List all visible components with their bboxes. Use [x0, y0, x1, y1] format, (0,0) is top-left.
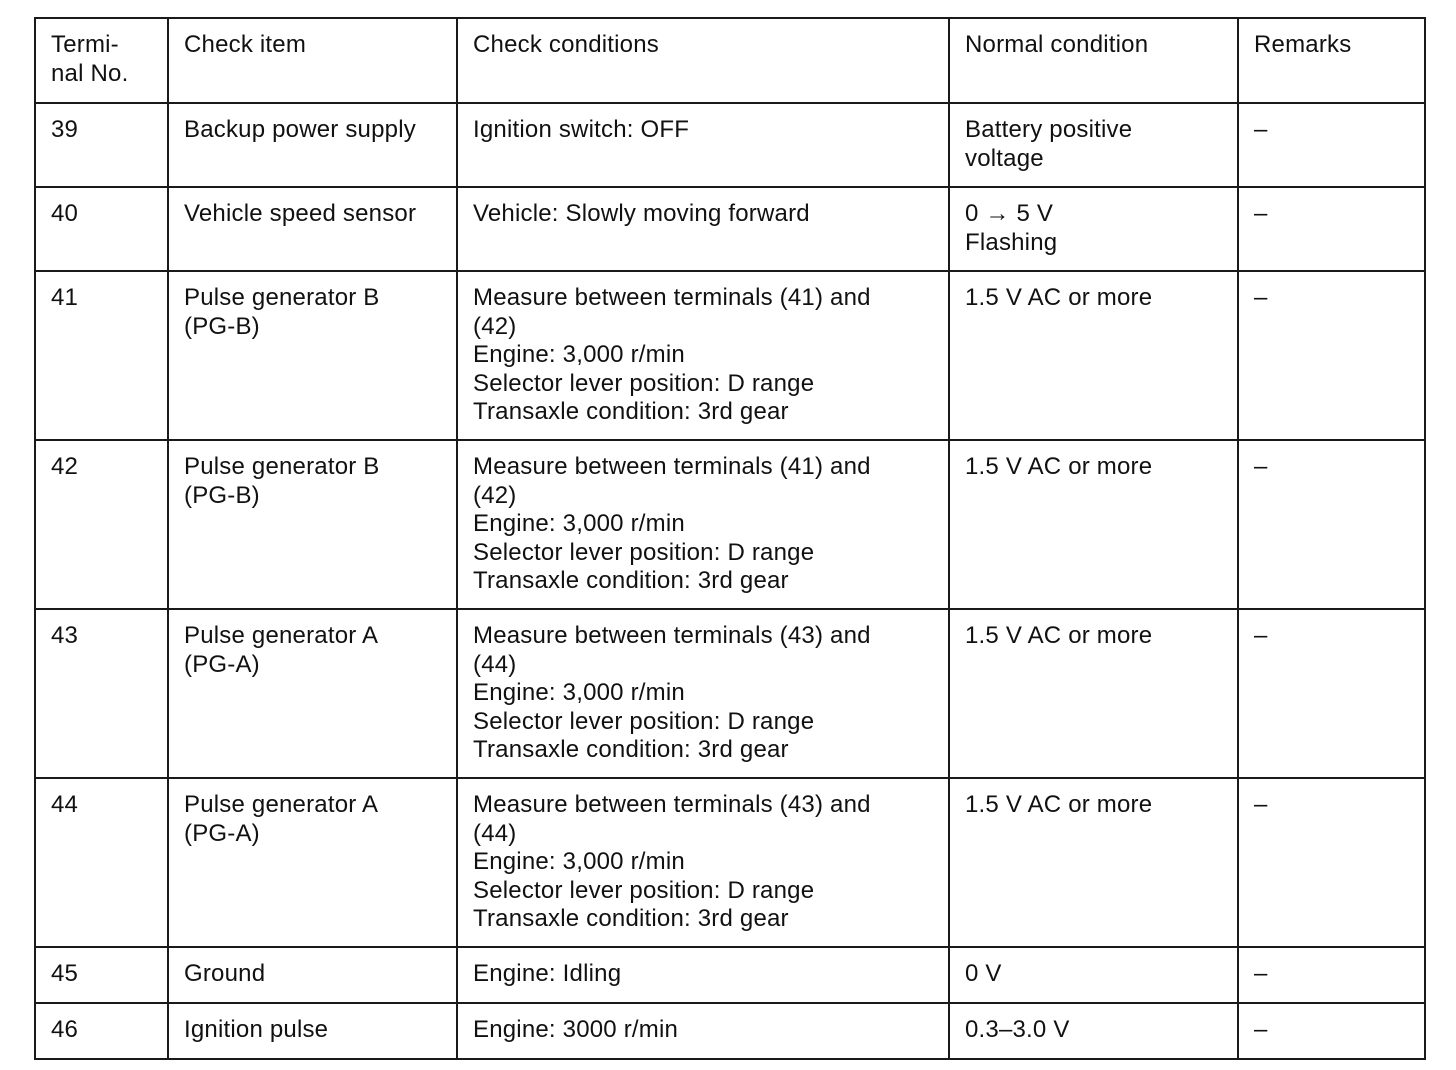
check-item-cell — [168, 271, 457, 440]
check-condition-line: Engine: Idling — [473, 960, 622, 987]
normal-condition-line: 0 V — [965, 960, 1002, 987]
check-condition-line: (44) — [473, 819, 517, 847]
normal-condition-line: 0 → 5 V — [965, 200, 1054, 227]
remarks-cell — [1238, 778, 1425, 947]
check-condition-line: Engine: 3,000 r/min — [473, 848, 685, 875]
remarks-value: – — [1254, 453, 1268, 480]
check-condition-line: Measure between terminals (41) and — [473, 284, 871, 311]
normal-condition-cell — [949, 778, 1238, 947]
header-normal-condition — [949, 18, 1238, 103]
normal-condition-line: Battery positive — [965, 116, 1133, 143]
check-condition-line: Measure between terminals (43) and — [473, 791, 871, 818]
terminal-number: 42 — [51, 453, 79, 480]
header-normal-condition-label: Normal condition — [965, 31, 1149, 58]
normal-condition-line: 0.3–3.0 V — [965, 1016, 1070, 1043]
terminal-number: 44 — [51, 791, 79, 818]
check-condition-line: Selector lever position: D range — [473, 876, 815, 904]
terminal-number: 39 — [51, 116, 79, 143]
check-condition-line: Engine: 3,000 r/min — [473, 341, 685, 368]
check-item-line: Ground — [184, 960, 266, 987]
terminal-cell — [35, 187, 168, 271]
normal-condition-cell — [949, 440, 1238, 609]
header-remarks-label: Remarks — [1254, 31, 1352, 58]
header-row — [35, 18, 1425, 103]
terminal-cell — [35, 778, 168, 947]
header-check-conditions — [457, 18, 949, 103]
check-conditions-cell — [457, 103, 949, 187]
check-item-line: Pulse generator A — [184, 791, 379, 818]
table-row — [35, 1003, 1425, 1059]
check-condition-line: Ignition switch: OFF — [473, 116, 690, 143]
remarks-cell — [1238, 187, 1425, 271]
remarks-value: – — [1254, 622, 1268, 649]
check-conditions-cell — [457, 271, 949, 440]
normal-condition-line: voltage — [965, 144, 1044, 172]
terminal-cell — [35, 1003, 168, 1059]
check-item-cell — [168, 187, 457, 271]
check-item-cell — [168, 778, 457, 947]
header-check-item — [168, 18, 457, 103]
check-condition-line: (42) — [473, 481, 517, 509]
remarks-value: – — [1254, 284, 1268, 311]
check-conditions-cell — [457, 609, 949, 778]
check-condition-line: Engine: 3000 r/min — [473, 1016, 679, 1043]
check-item-line: Pulse generator B — [184, 284, 380, 311]
check-item-line: Pulse generator A — [184, 622, 379, 649]
check-condition-line: Vehicle: Slowly moving forward — [473, 200, 810, 227]
remarks-cell — [1238, 947, 1425, 1003]
check-condition-line: Selector lever position: D range — [473, 538, 815, 566]
check-item-cell — [168, 103, 457, 187]
check-condition-line: Engine: 3,000 r/min — [473, 679, 685, 706]
check-item-line: (PG-B) — [184, 312, 260, 340]
normal-condition-cell — [949, 947, 1238, 1003]
header-check-item-label: Check item — [184, 31, 307, 58]
terminal-cell — [35, 947, 168, 1003]
normal-condition-cell — [949, 271, 1238, 440]
terminal-number: 40 — [51, 200, 79, 227]
remarks-cell — [1238, 271, 1425, 440]
terminal-number: 43 — [51, 622, 79, 649]
table-row — [35, 187, 1425, 271]
header-check-conditions-label: Check conditions — [473, 31, 659, 58]
terminal-check-table — [34, 17, 1426, 1060]
normal-condition-cell — [949, 609, 1238, 778]
terminal-number: 41 — [51, 284, 79, 311]
check-conditions-cell — [457, 778, 949, 947]
check-item-line: Backup power supply — [184, 116, 416, 143]
check-condition-line: Measure between terminals (41) and — [473, 453, 871, 480]
normal-condition-line: Flashing — [965, 228, 1058, 256]
remarks-cell — [1238, 103, 1425, 187]
check-condition-line: (44) — [473, 650, 517, 678]
terminal-number: 46 — [51, 1016, 79, 1043]
check-item-line: Ignition pulse — [184, 1016, 329, 1043]
terminal-cell — [35, 271, 168, 440]
table-row — [35, 440, 1425, 609]
remarks-cell — [1238, 609, 1425, 778]
remarks-value: – — [1254, 1016, 1268, 1043]
terminal-cell — [35, 103, 168, 187]
table-row — [35, 778, 1425, 947]
check-condition-line: Selector lever position: D range — [473, 707, 815, 735]
check-condition-line: Transaxle condition: 3rd gear — [473, 905, 789, 932]
remarks-value: – — [1254, 791, 1268, 818]
check-condition-line: Transaxle condition: 3rd gear — [473, 736, 789, 763]
normal-condition-line: 1.5 V AC or more — [965, 622, 1153, 649]
check-condition-line: Measure between terminals (43) and — [473, 622, 871, 649]
terminal-number: 45 — [51, 960, 79, 987]
remarks-value: – — [1254, 116, 1268, 143]
check-condition-line: (42) — [473, 312, 517, 340]
check-conditions-cell — [457, 187, 949, 271]
header-terminal-line: Termi- — [51, 31, 119, 58]
check-item-line: Pulse generator B — [184, 453, 380, 480]
normal-condition-cell — [949, 187, 1238, 271]
normal-condition-line: 1.5 V AC or more — [965, 453, 1153, 480]
normal-condition-line: 1.5 V AC or more — [965, 791, 1153, 818]
check-item-cell — [168, 609, 457, 778]
remarks-cell — [1238, 440, 1425, 609]
normal-condition-cell — [949, 103, 1238, 187]
table-row — [35, 609, 1425, 778]
header-terminal-line: nal No. — [51, 59, 129, 87]
remarks-value: – — [1254, 200, 1268, 227]
table-body — [35, 18, 1425, 1059]
check-item-cell — [168, 947, 457, 1003]
check-item-line: Vehicle speed sensor — [184, 200, 417, 227]
table-row — [35, 271, 1425, 440]
normal-condition-line: 1.5 V AC or more — [965, 284, 1153, 311]
check-condition-line: Selector lever position: D range — [473, 369, 815, 397]
check-item-line: (PG-A) — [184, 650, 260, 678]
check-item-line: (PG-A) — [184, 819, 260, 847]
check-item-line: (PG-B) — [184, 481, 260, 509]
terminal-cell — [35, 440, 168, 609]
terminal-cell — [35, 609, 168, 778]
remarks-cell — [1238, 1003, 1425, 1059]
table-row — [35, 103, 1425, 187]
header-remarks — [1238, 18, 1425, 103]
header-terminal-no — [35, 18, 168, 103]
check-item-cell — [168, 1003, 457, 1059]
normal-condition-cell — [949, 1003, 1238, 1059]
check-item-cell — [168, 440, 457, 609]
check-conditions-cell — [457, 947, 949, 1003]
check-conditions-cell — [457, 440, 949, 609]
remarks-value: – — [1254, 960, 1268, 987]
table-row — [35, 947, 1425, 1003]
check-condition-line: Transaxle condition: 3rd gear — [473, 567, 789, 594]
check-conditions-cell — [457, 1003, 949, 1059]
check-condition-line: Engine: 3,000 r/min — [473, 510, 685, 537]
check-condition-line: Transaxle condition: 3rd gear — [473, 398, 789, 425]
